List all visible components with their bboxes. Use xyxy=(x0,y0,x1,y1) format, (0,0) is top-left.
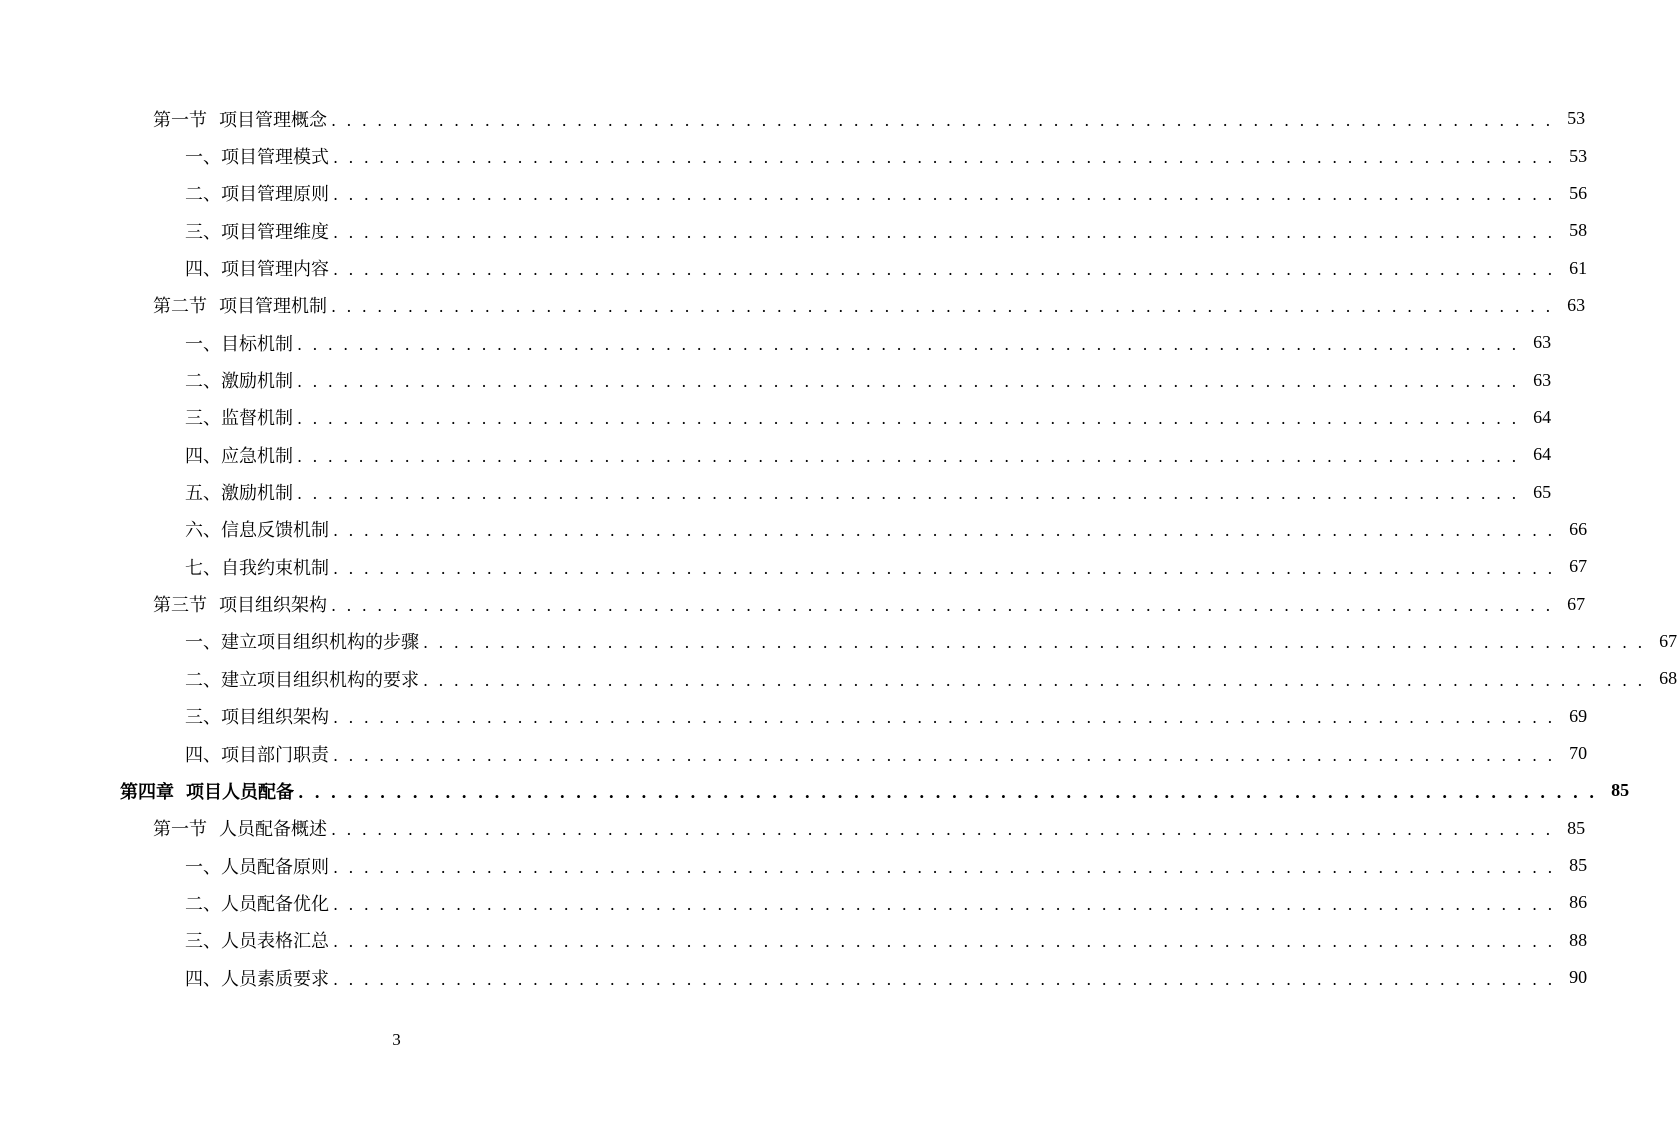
toc-entry-number: 一、 xyxy=(185,147,221,169)
dot-leader: . . . . . . . . . . . . . . . . . . . . . . . . . . . . . . . . . . . . . . . . . . . . . . . . . . . . . . . . . . . . . . . . . . . . . . . . . . . . . . . . xyxy=(333,558,1556,578)
toc-section-entry[interactable] xyxy=(0,810,1586,847)
toc-page-number: 67 xyxy=(1569,556,1588,577)
toc-item-entry[interactable] xyxy=(0,660,1677,697)
toc-entry-number: 六、 xyxy=(185,520,221,542)
toc-item-entry[interactable] xyxy=(0,324,1552,361)
dot-leader: . . . . . . . . . . . . . . . . . . . . . . . . . . . . . . . . . . . . . . . . . . . . . . . . . . . . . . . . . . . . . . . . . . . . . . . . . . . . . . . . xyxy=(333,185,1556,205)
toc-page-number: 85 xyxy=(1569,855,1588,876)
toc-entry-text: 项目管理模式 xyxy=(221,147,329,169)
toc-page-number: 56 xyxy=(1569,182,1588,203)
dot-leader: . . . . . . . . . . . . . . . . . . . . . . . . . . . . . . . . . . . . . . . . . . . . . . . . . . . . . . . . . . . . . . . . . . . . . . . . . . . . . . . . xyxy=(331,297,1554,317)
toc-entry-title[interactable] xyxy=(185,965,333,991)
dot-leader: . . . . . . . . . . . . . . . . . . . . . . . . . . . . . . . . . . . . . . . . . . . . . . . . . . . . . . . . . . . . . . . . . . . . . . . . . . . . . . . . xyxy=(333,969,1556,989)
toc-entry-text: 人员配备优化 xyxy=(221,893,329,915)
dot-leader: . . . . . . . . . . . . . . . . . . . . . . . . . . . . . . . . . . . . . . . . . . . . . . . . . . . . . . . . . . . . . . . . . . . . . . . . . . . . . . . . xyxy=(333,894,1556,914)
toc-entry-number: 二、 xyxy=(185,371,221,393)
toc-entry-text: 项目管理概念 xyxy=(219,109,327,131)
toc-entry-number: 二、 xyxy=(185,184,221,206)
toc-page-number: 58 xyxy=(1569,220,1588,241)
toc-entry-text: 人员配备原则 xyxy=(221,856,329,878)
toc-entry-title[interactable] xyxy=(185,853,333,879)
toc-entry-title[interactable] xyxy=(153,106,331,132)
toc-section-entry[interactable] xyxy=(0,100,1586,137)
toc-entry-title[interactable] xyxy=(185,442,297,468)
toc-item-entry[interactable] xyxy=(0,922,1588,959)
toc-entry-title[interactable] xyxy=(185,628,423,654)
toc-page-number: 66 xyxy=(1569,518,1588,539)
toc-item-entry[interactable] xyxy=(0,884,1588,921)
toc-entry-number: 第二节 xyxy=(153,296,207,318)
toc-page-number: 70 xyxy=(1569,743,1588,764)
toc-entry-number: 一、 xyxy=(185,856,221,878)
toc-item-entry[interactable] xyxy=(0,698,1588,735)
dot-leader: . . . . . . . . . . . . . . . . . . . . . . . . . . . . . . . . . . . . . . . . . . . . . . . . . . . . . . . . . . . . . . . . . . . . . . . . . . . . . . . . xyxy=(331,596,1554,616)
toc-entry-title[interactable] xyxy=(153,591,331,617)
toc-item-entry[interactable] xyxy=(0,137,1588,174)
toc-entry-title[interactable] xyxy=(185,741,333,767)
toc-entry-title[interactable] xyxy=(185,927,333,953)
toc-page-number: 85 xyxy=(1611,780,1630,801)
toc-entry-number: 三、 xyxy=(185,408,221,430)
toc-entry-title[interactable] xyxy=(185,703,333,729)
toc-entry-title[interactable] xyxy=(185,367,297,393)
toc-page-number: 90 xyxy=(1569,967,1588,988)
toc-page-number: 64 xyxy=(1533,444,1552,465)
toc-entry-number: 第一节 xyxy=(153,819,207,841)
toc-page-number: 53 xyxy=(1567,108,1586,129)
toc-entry-text: 项目部门职责 xyxy=(221,744,329,766)
toc-page-number: 65 xyxy=(1533,481,1552,502)
toc-entry-text: 项目管理内容 xyxy=(221,259,329,281)
dot-leader: . . . . . . . . . . . . . . . . . . . . . . . . . . . . . . . . . . . . . . . . . . . . . . . . . . . . . . . . . . . . . . . . . . . . . . . . . . . . . . . . xyxy=(333,745,1556,765)
toc-entry-number: 四、 xyxy=(185,259,221,281)
toc-page-number: 63 xyxy=(1533,369,1552,390)
toc-entry-title[interactable] xyxy=(120,778,298,804)
toc-item-entry[interactable] xyxy=(0,735,1588,772)
toc-entry-text: 人员素质要求 xyxy=(221,968,329,990)
toc-entry-title[interactable] xyxy=(185,666,423,692)
toc-entry-title[interactable] xyxy=(153,815,331,841)
toc-page-number: 67 xyxy=(1567,593,1586,614)
toc-item-entry[interactable] xyxy=(0,436,1552,473)
toc-entry-text: 人员表格汇总 xyxy=(221,931,329,953)
toc-entry-title[interactable] xyxy=(185,890,333,916)
toc-entry-number: 四、 xyxy=(185,744,221,766)
dot-leader: . . . . . . . . . . . . . . . . . . . . . . . . . . . . . . . . . . . . . . . . . . . . . . . . . . . . . . . . . . . . . . . . . . . . . . . . . . . . . . . . xyxy=(297,484,1520,504)
toc-entry-number: 三、 xyxy=(185,221,221,243)
toc-entry-title[interactable] xyxy=(153,292,331,318)
toc-section-entry[interactable] xyxy=(0,585,1586,622)
toc-entry-title[interactable] xyxy=(185,554,333,580)
toc-page-number: 85 xyxy=(1567,817,1586,838)
toc-entry-text: 项目组织架构 xyxy=(219,595,327,617)
toc-entry-number: 五、 xyxy=(185,483,221,505)
toc-item-entry[interactable] xyxy=(0,511,1588,548)
toc-page-number: 63 xyxy=(1567,294,1586,315)
toc-item-entry[interactable] xyxy=(0,399,1552,436)
toc-item-entry[interactable] xyxy=(0,249,1588,286)
toc-entry-text: 项目管理原则 xyxy=(221,184,329,206)
toc-entry-text: 建立项目组织机构的步骤 xyxy=(221,632,419,654)
toc-chapter-entry[interactable] xyxy=(0,772,1630,809)
dot-leader: . . . . . . . . . . . . . . . . . . . . . . . . . . . . . . . . . . . . . . . . . . . . . . . . . . . . . . . . . . . . . . . . . . . . . . . . . . . . . . . . xyxy=(297,334,1520,354)
toc-entry-number: 三、 xyxy=(185,707,221,729)
dot-leader: . . . . . . . . . . . . . . . . . . . . . . . . . . . . . . . . . . . . . . . . . . . . . . . . . . . . . . . . . . . . . . . . . . . . . . . . . . . . . . . . xyxy=(297,409,1520,429)
dot-leader: . . . . . . . . . . . . . . . . . . . . . . . . . . . . . . . . . . . . . . . . . . . . . . . . . . . . . . . . . . . . . . . . . . . . . . . . . . . . . . . . xyxy=(331,110,1554,130)
toc-entry-text: 人员配备概述 xyxy=(219,819,327,841)
toc-entry-text: 信息反馈机制 xyxy=(221,520,329,542)
toc-entry-text: 应急机制 xyxy=(221,445,293,467)
toc-entry-text: 项目人员配备 xyxy=(186,781,294,803)
toc-entry-text: 项目管理维度 xyxy=(221,221,329,243)
dot-leader: . . . . . . . . . . . . . . . . . . . . . . . . . . . . . . . . . . . . . . . . . . . . . . . . . . . . . . . . . . . . . . . . . . . . . . . . . . . . . . . . xyxy=(333,521,1556,541)
toc-entry-title[interactable] xyxy=(185,180,333,206)
dot-leader: . . . . . . . . . . . . . . . . . . . . . . . . . . . . . . . . . . . . . . . . . . . . . . . . . . . . . . . . . . . . . . . . . . . . . . . . . . . . . . . . xyxy=(333,708,1556,728)
toc-entry-title[interactable] xyxy=(185,330,297,356)
toc-entry-number: 二、 xyxy=(185,669,221,691)
toc-page-number: 53 xyxy=(1569,145,1588,166)
toc-entry-title[interactable] xyxy=(185,218,333,244)
toc-item-entry[interactable] xyxy=(0,175,1588,212)
toc-entry-number: 第一节 xyxy=(153,109,207,131)
toc-entry-number: 一、 xyxy=(185,632,221,654)
toc-entry-title[interactable] xyxy=(185,255,333,281)
toc-entry-number: 七、 xyxy=(185,557,221,579)
toc-entry-text: 激励机制 xyxy=(221,371,293,393)
toc-entry-number: 四、 xyxy=(185,445,221,467)
toc-page-number: 86 xyxy=(1569,892,1588,913)
dot-leader: . . . . . . . . . . . . . . . . . . . . . . . . . . . . . . . . . . . . . . . . . . . . . . . . . . . . . . . . . . . . . . . . . . . . . . . . . . . . . . . . xyxy=(333,260,1556,280)
toc-entry-title[interactable] xyxy=(185,404,297,430)
toc-entry-title[interactable] xyxy=(185,479,297,505)
toc-entry-text: 目标机制 xyxy=(221,333,293,355)
toc-entry-title[interactable] xyxy=(185,516,333,542)
toc-entry-number: 第三节 xyxy=(153,595,207,617)
toc-entry-text: 自我约束机制 xyxy=(221,557,329,579)
toc-page-number: 68 xyxy=(1659,668,1677,689)
dot-leader: . . . . . . . . . . . . . . . . . . . . . . . . . . . . . . . . . . . . . . . . . . . . . . . . . . . . . . . . . . . . . . . . . . . . . . . . . . . . . . . . xyxy=(298,782,1598,802)
toc-item-entry[interactable] xyxy=(0,548,1588,585)
toc-entry-title[interactable] xyxy=(185,143,333,169)
dot-leader: . . . . . . . . . . . . . . . . . . . . . . . . . . . . . . . . . . . . . . . . . . . . . . . . . . . . . . . . . . . . . . . . . . . . . . . . . . . . . . . . xyxy=(297,372,1520,392)
dot-leader: . . . . . . . . . . . . . . . . . . . . . . . . . . . . . . . . . . . . . . . . . . . . . . . . . . . . . . . . . . . . . . . . . . . . . . . . . . . . . . . . xyxy=(423,633,1646,653)
dot-leader: . . . . . . . . . . . . . . . . . . . . . . . . . . . . . . . . . . . . . . . . . . . . . . . . . . . . . . . . . . . . . . . . . . . . . . . . . . . . . . . . xyxy=(333,222,1556,242)
dot-leader: . . . . . . . . . . . . . . . . . . . . . . . . . . . . . . . . . . . . . . . . . . . . . . . . . . . . . . . . . . . . . . . . . . . . . . . . . . . . . . . . xyxy=(333,857,1556,877)
toc-entry-text: 项目管理机制 xyxy=(219,296,327,318)
toc-entry-text: 激励机制 xyxy=(221,483,293,505)
toc-entry-text: 监督机制 xyxy=(221,408,293,430)
dot-leader: . . . . . . . . . . . . . . . . . . . . . . . . . . . . . . . . . . . . . . . . . . . . . . . . . . . . . . . . . . . . . . . . . . . . . . . . . . . . . . . . xyxy=(333,148,1556,168)
table-of-contents xyxy=(0,100,1677,996)
toc-entry-number: 二、 xyxy=(185,893,221,915)
toc-entry-number: 四、 xyxy=(185,968,221,990)
toc-entry-number: 第四章 xyxy=(120,781,174,803)
toc-entry-text: 项目组织架构 xyxy=(221,707,329,729)
toc-entry-number: 三、 xyxy=(185,931,221,953)
toc-section-entry[interactable] xyxy=(0,287,1586,324)
toc-page-number: 63 xyxy=(1533,332,1552,353)
toc-page-number: 88 xyxy=(1569,929,1588,950)
toc-item-entry[interactable] xyxy=(0,473,1552,510)
dot-leader: . . . . . . . . . . . . . . . . . . . . . . . . . . . . . . . . . . . . . . . . . . . . . . . . . . . . . . . . . . . . . . . . . . . . . . . . . . . . . . . . xyxy=(423,670,1646,690)
dot-leader: . . . . . . . . . . . . . . . . . . . . . . . . . . . . . . . . . . . . . . . . . . . . . . . . . . . . . . . . . . . . . . . . . . . . . . . . . . . . . . . . xyxy=(331,820,1554,840)
toc-item-entry[interactable] xyxy=(0,959,1588,996)
toc-item-entry[interactable] xyxy=(0,361,1552,398)
toc-entry-text: 建立项目组织机构的要求 xyxy=(221,669,419,691)
toc-item-entry[interactable] xyxy=(0,623,1677,660)
page-number: 3 xyxy=(392,1030,401,1049)
dot-leader: . . . . . . . . . . . . . . . . . . . . . . . . . . . . . . . . . . . . . . . . . . . . . . . . . . . . . . . . . . . . . . . . . . . . . . . . . . . . . . . . xyxy=(333,932,1556,952)
toc-page-number: 67 xyxy=(1659,630,1677,651)
toc-page-number: 64 xyxy=(1533,406,1552,427)
toc-page-number: 69 xyxy=(1569,705,1588,726)
toc-item-entry[interactable] xyxy=(0,212,1588,249)
toc-item-entry[interactable] xyxy=(0,847,1588,884)
toc-entry-number: 一、 xyxy=(185,333,221,355)
toc-page-number: 61 xyxy=(1569,257,1588,278)
dot-leader: . . . . . . . . . . . . . . . . . . . . . . . . . . . . . . . . . . . . . . . . . . . . . . . . . . . . . . . . . . . . . . . . . . . . . . . . . . . . . . . . xyxy=(297,446,1520,466)
